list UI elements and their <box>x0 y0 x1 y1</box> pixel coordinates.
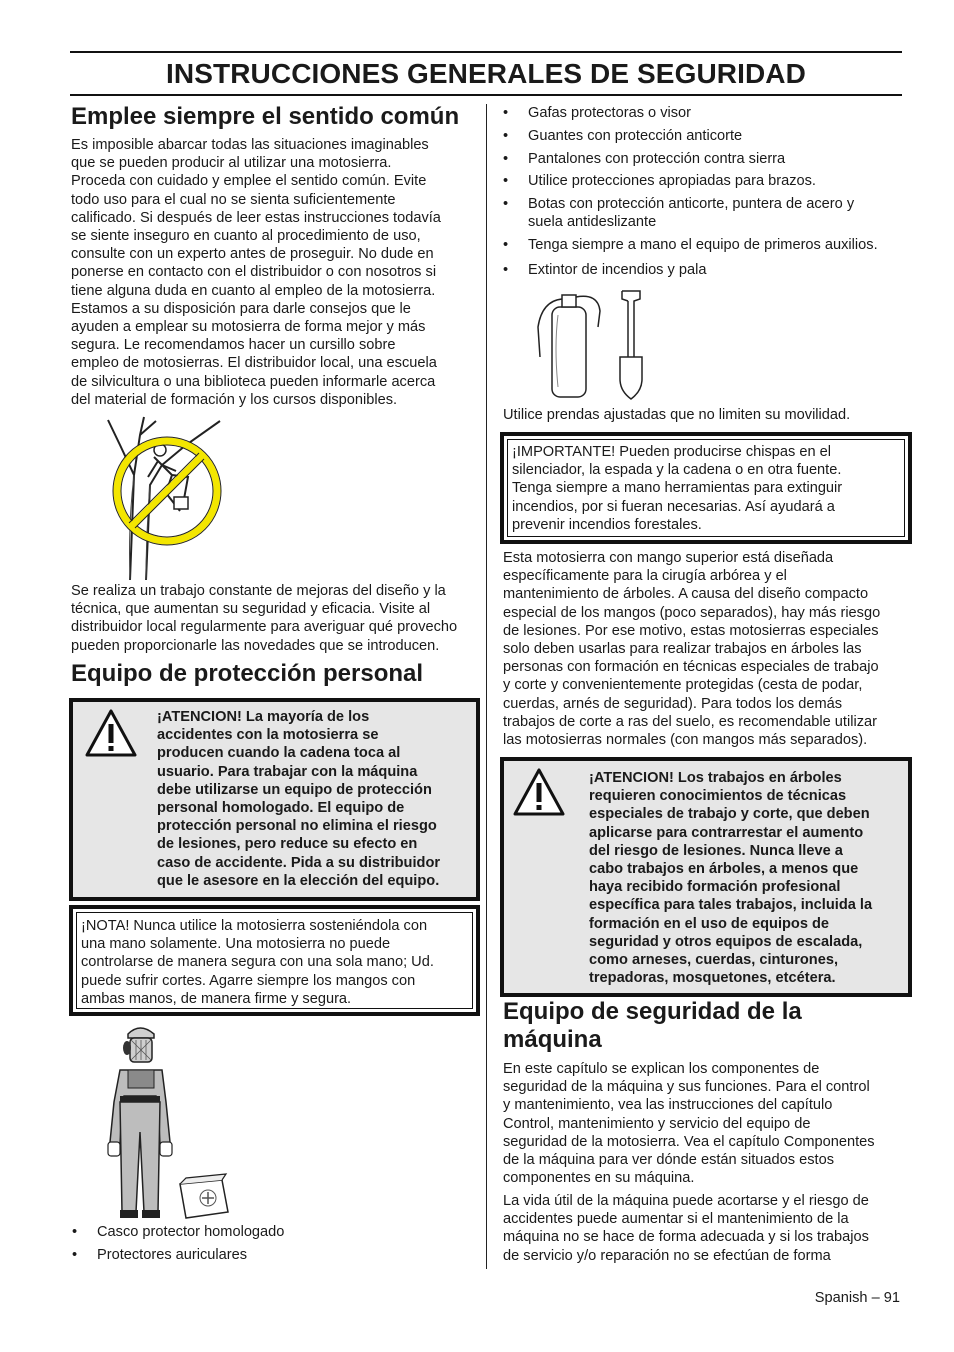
extinguisher-and-shovel-illustration <box>528 287 660 402</box>
note-line: puede sufrir cortes. Agarre siempre los mangos con <box>81 972 416 989</box>
glove-icon <box>108 1142 120 1156</box>
paragraph-line: personas con formación en técnicas especiales de trabajo <box>503 659 879 676</box>
paragraph-line: máquina no se hace de forma adecuada y si los trabajos <box>503 1229 869 1246</box>
paragraph-line: Se realiza un trabajo constante de mejoras del diseño y la <box>71 583 446 599</box>
warning-line: accidentes con la motosierra se <box>157 727 379 744</box>
paragraph-line: que se pueden producir al utilizar una motosierra. <box>71 155 392 172</box>
paragraph-line: empleo de motosierras. El distribuidor local, una escuela <box>71 355 437 372</box>
warning-line: que le asesore en la elección del equipo. <box>157 872 440 889</box>
extinguisher-icon <box>538 295 600 397</box>
first-aid-kit-icon <box>180 1174 228 1218</box>
warning-line: especiales de trabajo y corte, que deben <box>589 806 870 823</box>
warning-line: seguridad y otros equipos de escalada, <box>589 933 863 950</box>
list-item: • Extintor de incendios y pala <box>503 261 903 279</box>
improvements-paragraph <box>71 582 481 655</box>
right-equipment-list <box>503 104 903 280</box>
warning-line: usuario. Para trabajar con la máquina <box>157 763 418 780</box>
note-line: ¡NOTA! Nunca utilice la motosierra sosteniéndola con <box>81 918 428 934</box>
machine-safety-paragraph <box>503 1060 903 1187</box>
protective-equipment-illustration <box>100 1022 235 1220</box>
paragraph-line: Es imposible abarcar todas las situaciones imaginables <box>71 137 429 153</box>
warning-line: de lesiones, pero reduce su efecto en <box>157 836 418 853</box>
list-item: • Casco protector homologado <box>72 1223 472 1241</box>
left-equipment-list <box>72 1223 472 1264</box>
paragraph-line: técnica, que aumentan su seguridad y eficacia. Visite al <box>71 601 431 618</box>
shovel-icon <box>620 291 642 399</box>
paragraph-line: pueden proporcionarle las novedades que se introducen. <box>71 637 440 654</box>
paragraph-line: ayuden a emplear su motosierra de forma mejor y más <box>71 319 426 336</box>
paragraph-line: y mantenimiento, vea las instrucciones del capítulo <box>503 1097 833 1114</box>
paragraph-line: trabajos de corte a ras del suelo, es recomendable utilizar <box>503 713 877 730</box>
important-line: incendios, por si fueran necesarias. Así ayudará a <box>512 498 835 515</box>
section-heading-common-sense: Emplee siempre el sentido común <box>71 103 460 130</box>
page-footer: Spanish – 91 <box>814 1290 900 1306</box>
paragraph-line: componentes en su máquina. <box>503 1170 695 1187</box>
list-item: • Utilice protecciones apropiadas para brazos. <box>503 172 903 190</box>
warning-line: formación en el uso de equipos de <box>589 915 830 932</box>
list-item: • Gafas protectoras o visor <box>503 104 903 122</box>
top-handle-saw-paragraph <box>503 549 903 749</box>
paragraph-line: seguridad de la motosierra. Vea el capítulo Componentes <box>503 1133 875 1150</box>
paragraph-line: se siente inseguro en cuanto al procedimiento de uso, <box>71 228 421 245</box>
paragraph-line: de lesiones. Por ese motivo, estas motosierras especiales <box>503 622 879 639</box>
paragraph-line: de servicio y/o reparación no se efectúan de forma <box>503 1247 831 1264</box>
warning-line: como arneses, cuerdas, cinturones, <box>589 952 838 969</box>
clothing-text: Utilice prendas ajustadas que no limiten su movilidad. <box>503 407 851 423</box>
note-box-one-hand <box>69 905 480 1016</box>
list-item: • Guantes con protección anticorte <box>503 127 903 145</box>
note-line: controlarse de manera segura con una sola mano; Ud. <box>81 954 434 971</box>
warning-line: protección personal no elimina el riesgo <box>157 818 437 835</box>
list-item-line: suela antideslizante <box>528 214 657 231</box>
important-line: ¡IMPORTANTE! Pueden producirse chispas en el <box>512 444 832 460</box>
note-text <box>81 917 476 1008</box>
paragraph-line: Control, mantenimiento y servicio del equipo de <box>503 1115 811 1132</box>
header-rule-top <box>70 51 902 53</box>
paragraph-line: solo deben usarlas para realizar trabajos en árboles las <box>503 641 862 658</box>
paragraph-line: mantenimiento de árboles. A causa del diseño compacto <box>503 586 869 603</box>
note-line: una mano solamente. Una motosierra no puede <box>81 936 391 953</box>
warning-line: caso de accidente. Pida a su distribuidor <box>157 854 441 871</box>
important-line: prevenir incendios forestales. <box>512 516 702 533</box>
warning-box-tree-work <box>500 757 912 997</box>
common-sense-paragraph <box>71 136 481 409</box>
page-title: INSTRUCCIONES GENERALES DE SEGURIDAD <box>166 58 806 89</box>
paragraph-line: accidentes puede aumentar si el mantenimiento de la <box>503 1211 849 1228</box>
paragraph-line: segura. Le recomendamos hacer un cursillo sobre <box>71 337 396 354</box>
paragraph-line: todo uso para el cual no se sienta suficientemente <box>71 191 396 208</box>
paragraph-line: las motosierras normales (con mangos más separados). <box>503 732 868 749</box>
paragraph-line: calificado. Si después de leer estas instrucciones todavía <box>71 209 441 226</box>
warning-box-protective-equipment <box>69 698 480 901</box>
important-text <box>512 443 908 534</box>
warning-line: ¡ATENCION! La mayoría de los <box>157 709 370 725</box>
heading-line: Equipo de seguridad de la <box>503 998 802 1025</box>
heading-line: máquina <box>503 1026 602 1053</box>
list-item: • Tenga siempre a mano el equipo de primeros auxilios. <box>503 236 903 254</box>
note-line: ambas manos, de manera firme y segura. <box>81 990 352 1007</box>
paragraph-line: Esta motosierra con mango superior está diseñada <box>503 550 834 566</box>
paragraph-line: especial de los mangos (poco separados), hay más riesgo <box>503 604 881 621</box>
list-item: • Protectores auriculares <box>72 1246 472 1264</box>
paragraph-line: distribuidor local regularmente para averiguar qué provecho <box>71 619 458 636</box>
machine-life-paragraph <box>503 1192 903 1265</box>
paragraph-line: ponerse en contacto con el distribuidor o con nosotros si <box>71 264 437 281</box>
list-item-boots <box>503 195 903 231</box>
paragraph-line: La vida útil de la máquina puede acortarse y el riesgo de <box>503 1193 869 1209</box>
paragraph-line: y corte y convenientemente protegidas (cesta de podar, <box>503 677 863 694</box>
paragraph-line: del material de formación y los cursos disponibles. <box>71 391 398 408</box>
paragraph-line: de silvicultura o una biblioteca pueden informarle acerca <box>71 373 436 390</box>
ear-protector-icon <box>123 1041 131 1055</box>
section-heading-machine-safety <box>503 998 903 1054</box>
warning-line: debe utilizarse un equipo de protección <box>157 781 432 798</box>
important-line: silenciador, la espada y la cadena o en otra fuente. <box>512 462 842 479</box>
warning-line: producen cuando la cadena toca al <box>157 745 401 762</box>
warning-line: específica para tales trabajos, incluida la <box>589 897 873 914</box>
warning-line: ¡ATENCION! Los trabajos en árboles <box>589 770 842 786</box>
warning-line: personal homologado. El equipo de <box>157 800 405 817</box>
paragraph-line: tiene alguna duda en cuanto al empleo de la motosierra. <box>71 282 436 299</box>
list-item: • Pantalones con protección contra sierra <box>503 150 903 168</box>
warning-text <box>589 769 909 987</box>
paragraph-line: cuerdas, arnés de seguridad). Para todos los demás <box>503 695 843 712</box>
column-divider <box>486 104 487 1269</box>
paragraph-line: Proceda con cuidado y emplee el sentido común. Evite <box>71 173 427 190</box>
important-box-fire <box>500 432 912 544</box>
paragraph-line: específicamente para la cirugía arbórea y el <box>503 568 787 585</box>
section-heading-protective-equipment: Equipo de protección personal <box>71 660 424 687</box>
paragraph-line: de la máquina para ver dónde están situados estos <box>503 1152 835 1169</box>
important-line: Tenga siempre a mano herramientas para extinguir <box>512 480 843 497</box>
warning-line: haya recibido formación profesional <box>589 879 841 896</box>
warning-line: trepadoras, mosquetones, etcétera. <box>589 970 836 987</box>
paragraph-line: consulte con un experto antes de proseguir. No dude en <box>71 246 434 263</box>
tree-climbing-prohibited-illustration <box>100 415 232 580</box>
warning-line: del riesgo de lesiones. Nunca lleve a <box>589 842 843 859</box>
warning-line: requieren conocimientos de técnicas <box>589 788 847 805</box>
boot-icon <box>120 1210 138 1218</box>
paragraph-line: seguridad de la máquina y sus funciones. Para el control <box>503 1079 870 1096</box>
helmet-icon <box>128 1028 154 1038</box>
warning-line: cabo trabajos en árboles, a menos que <box>589 861 859 878</box>
list-item-line: • Botas con protección anticorte, puntera de acero y <box>528 196 855 213</box>
paragraph-line: Estamos a su disposición para darle consejos que le <box>71 300 411 317</box>
header-rule-bottom <box>70 94 902 96</box>
warning-triangle-icon <box>512 767 566 817</box>
warning-triangle-icon <box>84 708 138 758</box>
warning-text <box>157 708 477 890</box>
paragraph-line: En este capítulo se explican los componentes de <box>503 1061 820 1077</box>
warning-line: aplicarse para contrarrestar el aumento <box>589 824 864 841</box>
